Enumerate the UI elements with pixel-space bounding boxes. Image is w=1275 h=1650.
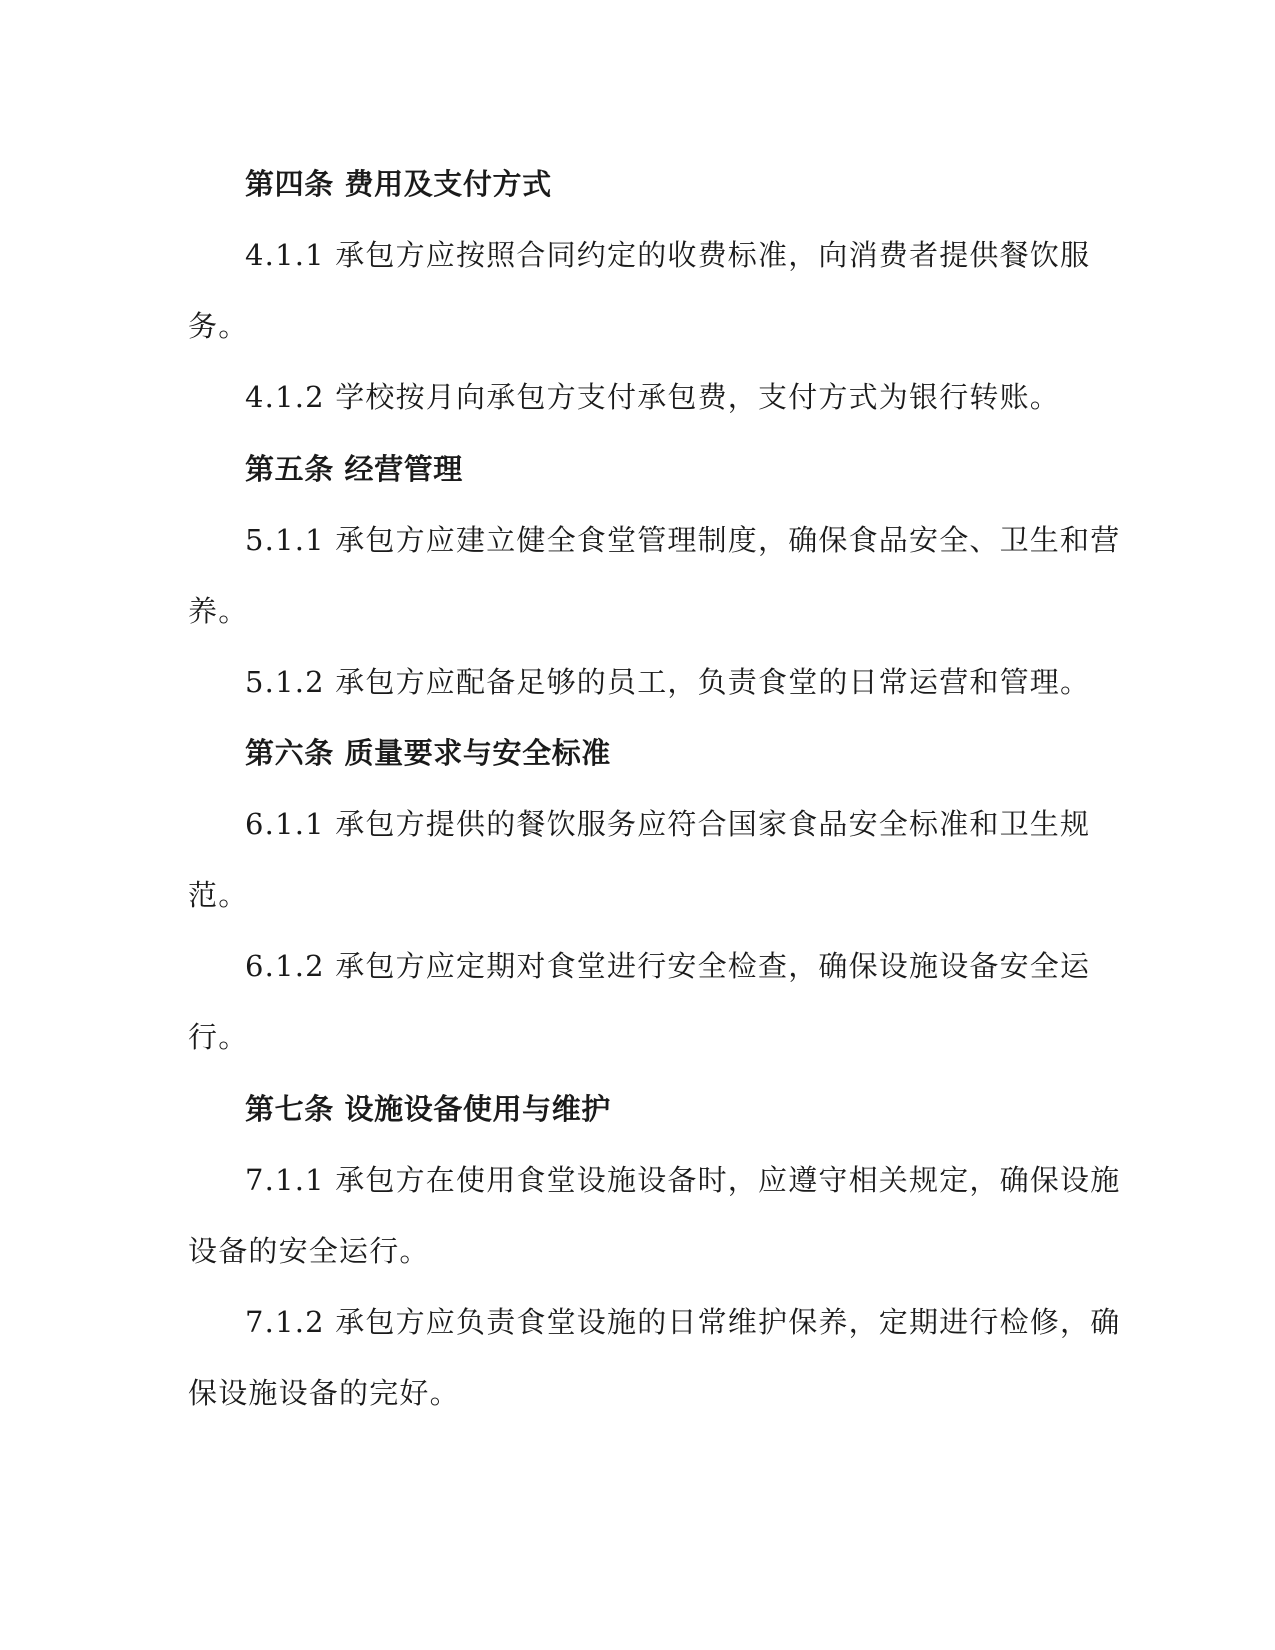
clause-7-1-1-line-1: 7.1.1 承包方在使用食堂设施设备时，应遵守相关规定，确保设施 <box>245 1163 1121 1197</box>
clause-5-1-1-line-2: 养。 <box>188 594 249 628</box>
section-heading-6: 第六条 质量要求与安全标准 <box>245 736 611 770</box>
section-heading-4: 第四条 费用及支付方式 <box>245 167 552 201</box>
clause-7-1-2-line-1: 7.1.2 承包方应负责食堂设施的日常维护保养，定期进行检修，确 <box>245 1305 1121 1339</box>
clause-4-1-2: 4.1.2 学校按月向承包方支付承包费，支付方式为银行转账。 <box>245 380 1061 414</box>
clause-6-1-2-line-2: 行。 <box>188 1020 249 1054</box>
clause-5-1-1-line-1: 5.1.1 承包方应建立健全食堂管理制度，确保食品安全、卫生和营 <box>245 523 1121 557</box>
clause-5-1-2: 5.1.2 承包方应配备足够的员工，负责食堂的日常运营和管理。 <box>245 665 1091 699</box>
clause-6-1-2-line-1: 6.1.2 承包方应定期对食堂进行安全检查，确保设施设备安全运 <box>245 949 1091 983</box>
clause-6-1-1-line-2: 范。 <box>188 878 249 912</box>
clause-4-1-1-line-1: 4.1.1 承包方应按照合同约定的收费标准，向消费者提供餐饮服 <box>245 238 1091 272</box>
clause-4-1-1-line-2: 务。 <box>188 309 249 343</box>
clause-7-1-1-line-2: 设备的安全运行。 <box>188 1234 430 1268</box>
clause-6-1-1-line-1: 6.1.1 承包方提供的餐饮服务应符合国家食品安全标准和卫生规 <box>245 807 1091 841</box>
section-heading-5: 第五条 经营管理 <box>245 452 463 486</box>
section-heading-7: 第七条 设施设备使用与维护 <box>245 1092 611 1126</box>
clause-7-1-2-line-2: 保设施设备的完好。 <box>188 1376 460 1410</box>
